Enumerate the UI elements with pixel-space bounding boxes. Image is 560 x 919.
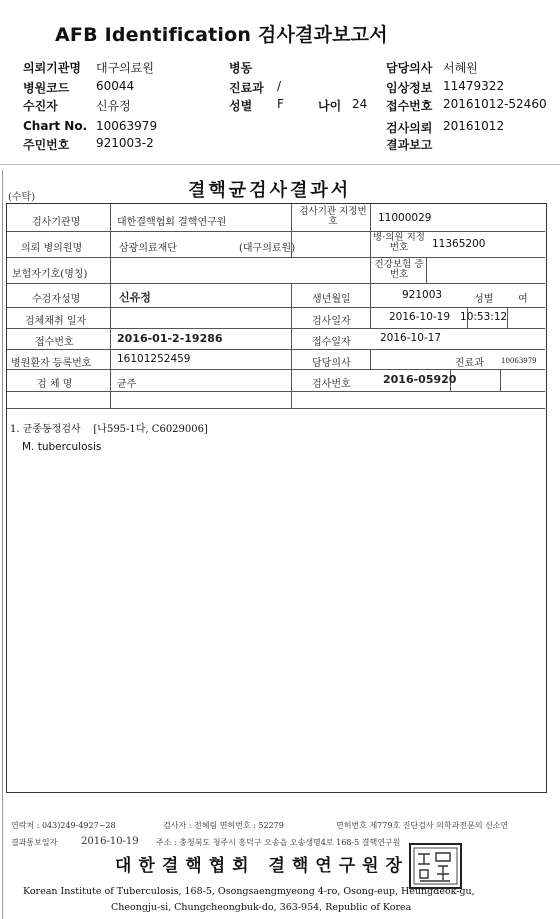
report-title: AFB Identification 검사결과보고서 (55, 24, 388, 46)
registration-no-value: 16101252459 (117, 353, 191, 365)
ward-label: 병동 (229, 61, 253, 75)
doctor-value: 서혜원 (443, 61, 478, 75)
hospital-code-label: 병원코드 (23, 81, 70, 95)
request-date-label: 검사의뢰 (386, 121, 433, 135)
doctor-label: 담당의사 (386, 61, 433, 75)
collection-date-label: 검체채취 일자 (25, 316, 87, 327)
request-hospital-value: 삼광의료재단 (119, 243, 177, 254)
receipt-no-value: 20161012-52460 (443, 97, 547, 111)
institute-english-address-2: Cheongju-si, Chungcheongbuk-do, 363-954, Republic of Korea (111, 902, 412, 913)
receipt-no-label: 접수번호 (35, 337, 74, 348)
health-insurance-label: 건강보험 증번호 (374, 259, 424, 280)
birthdate-label: 생년월일 (312, 294, 351, 305)
lab-code-label: 검사기관 지정번호 (299, 206, 367, 227)
receipt-no-value: 2016-01-2-19286 (117, 332, 223, 345)
footer-report-date-value: 2016-10-19 (81, 836, 139, 847)
test-no-value: 2016-05920 (383, 373, 457, 386)
report-header (0, 0, 560, 165)
footer-report-date-label: 결과통보일자 (11, 838, 58, 847)
request-hospital-note: (대구의료원) (239, 243, 296, 254)
footer-phone: 연락처 : 043)249-4927~28 (11, 821, 116, 830)
sex-value: 여 (518, 294, 528, 305)
header-divider (0, 164, 560, 165)
footer-license: 면허번호 제779호 진단검사 의학과전문의 신소연 (336, 821, 509, 830)
hospital-code-label: 병·의원 지정번호 (373, 232, 425, 253)
result-form-frame (6, 203, 547, 793)
hospital-code-value: 11365200 (432, 238, 486, 250)
clinical-info-value: 11479322 (443, 79, 505, 93)
consignment-label: (수탁) (8, 192, 36, 203)
result-organism: M. tuberculosis (22, 441, 102, 453)
chart-no-label: Chart No. (23, 119, 88, 133)
specimen-label: 검 체 명 (37, 379, 73, 390)
result-report-label: 결과보고 (386, 138, 433, 152)
sex-value: F (277, 97, 284, 111)
sex-label: 성별 (474, 294, 494, 305)
scanned-result-document (2, 170, 558, 919)
receipt-date-value: 2016-10-17 (380, 332, 442, 344)
department-value: 10063979 (501, 357, 537, 365)
institute-english-address: Korean Institute of Tuberculosis, 168-5, Osongsaengmyeong 4-ro, Osong-eup, Heungdeok-gu, (23, 886, 475, 897)
patient-name-value: 신유정 (119, 291, 151, 304)
resident-no-value: 921003-2 (96, 136, 154, 150)
test-no-label: 검사번호 (312, 379, 351, 390)
request-date-value: 20161012 (443, 119, 505, 133)
lab-institution-value: 대한결핵협회 결핵연구원 (117, 217, 227, 228)
clinical-info-label: 임상정보 (386, 81, 433, 95)
patient-label: 수진자 (23, 99, 58, 113)
request-hospital-label: 의뢰 병의원명 (21, 243, 83, 254)
insurer-label: 보험자기호(명칭) (12, 269, 88, 280)
specimen-value: 균주 (117, 379, 137, 390)
request-institution-value: 대구의료원 (96, 61, 154, 75)
receipt-date-label: 접수일자 (312, 337, 351, 348)
footer-address: 주소 : 충청북도 청주시 흥덕구 오송읍 오송생명4로 168-5 결핵연구원 (156, 838, 401, 847)
chart-no-value: 10063979 (96, 119, 158, 133)
institute-korean-name: 대한결핵협회 결핵연구원장 (115, 856, 409, 876)
hospital-code-value: 60044 (96, 79, 135, 93)
footer-examiner: 검사자 : 전혜림 면허번호 : 52279 (163, 821, 284, 830)
birthdate-value: 921003 (402, 289, 443, 301)
document-title: 결핵균검사결과서 (188, 180, 352, 201)
sex-label: 성별 (229, 99, 253, 113)
attending-doctor-label: 담당의사 (312, 358, 351, 369)
lab-institution-label: 검사기관명 (32, 217, 81, 228)
test-date-label: 검사일자 (312, 316, 351, 327)
department-label: 진료과 (455, 358, 484, 369)
official-seal-icon (408, 842, 463, 890)
resident-no-label: 주민번호 (23, 138, 70, 152)
request-institution-label: 의뢰기관명 (23, 61, 81, 75)
result-line-identification: 1. 균종동정검사 [나595-1다, C6029006] (10, 424, 208, 435)
patient-value: 신유정 (96, 99, 131, 113)
registration-no-label: 병원환자 등록번호 (11, 358, 92, 369)
department-value: / (277, 79, 282, 93)
department-label: 진료과 (229, 81, 264, 95)
receipt-no-label: 접수번호 (386, 99, 433, 113)
age-label: 나이 (318, 99, 342, 113)
test-date-value: 2016-10-19 10:53:12 (389, 311, 508, 323)
lab-code-value: 11000029 (378, 212, 432, 224)
age-value: 24 (352, 97, 368, 111)
patient-name-label: 수검자성명 (32, 294, 81, 305)
